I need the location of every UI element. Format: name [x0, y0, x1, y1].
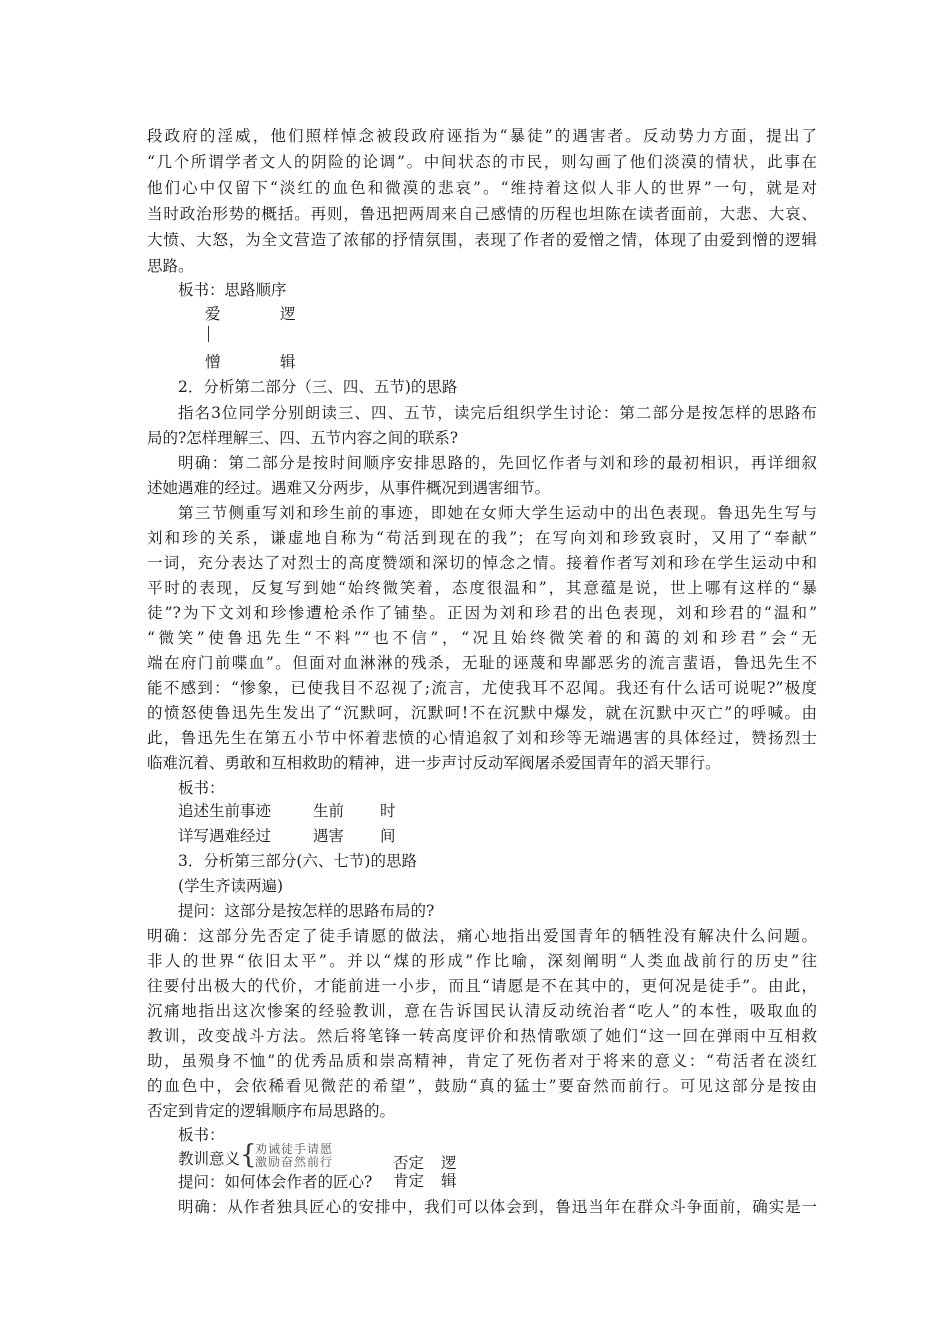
text-line: 非人的世界“依旧太平”。并以“煤的形成”作比喻，深刻阐明“人类血战前行的历史”往 — [147, 952, 817, 970]
text-line: 能不感到：“惨象，已使我目不忍视了;流言，尤使我耳不忍闻。我还有什么话可说呢?”极度 — [147, 679, 817, 697]
board-heading: 板书：思路顺序 — [178, 281, 287, 299]
board-word-ji: 辑 — [441, 1172, 457, 1190]
board-cell: 追述生前事迹 — [178, 802, 272, 820]
text-line: 当时政治形势的概括。再则，鲁迅把两周来自己感情的历程也坦陈在读者面前，大悲、大哀、 — [147, 205, 817, 223]
text-line: 大愤、大怒，为全文营造了浓郁的抒情氛围，表现了作者的爱憎之情，体现了由爱到憎的逻辑 — [147, 231, 817, 249]
board-cell: 详写遇难经过 — [178, 827, 272, 845]
section-heading: 2．分析第二部分（三、四、五节)的思路 — [178, 378, 458, 396]
board-heading: 板书： — [178, 1126, 225, 1144]
board-heading: 板书： — [178, 779, 225, 797]
arrow-line — [208, 326, 209, 342]
text-line: 明确：第二部分是按时间顺序安排思路的，先回忆作者与刘和珍的最初相识，再详细叙 — [178, 454, 817, 472]
text-line: 刘和珍的关系，谦虚地自称为“苟活到现在的我”；在写向刘和珍致哀时，又用了“奉献” — [147, 529, 817, 547]
text-line: 他们心中仅留下“淡红的血色和微漠的悲哀”。“维持着这似人非人的世界”一句，就是对 — [147, 179, 817, 197]
text-line: 的愤怒使鲁迅先生发出了“沉默呵，沉默呵!不在沉默中爆发，就在沉默中灭亡”的呼喊。由 — [147, 704, 817, 722]
board-word-neg: 否定 — [393, 1154, 425, 1172]
text-line: 往要付出极大的代价，才能前进一小步，而且“请愿是不在其中的，更何况是徒手”。由此， — [147, 977, 817, 995]
text-line: 平时的表现，反复写到她“始终微笑着，态度很温和”，其意蕴是说，世上哪有这样的“暴 — [147, 579, 817, 597]
text-line: (学生齐读两遍) — [178, 877, 284, 895]
text-line: 段政府的淫威，他们照样悼念被段政府诬指为“暴徒”的遇害者。反动势力方面，提出了 — [147, 127, 817, 145]
text-line: 教训，改变战斗方法。然后将笔锋一转高度评价和热情歌颂了她们“这一回在弹雨中互相救 — [147, 1027, 817, 1045]
text-line: 提问：这部分是按怎样的思路布局的? — [178, 902, 435, 920]
board-cell: 时 — [380, 802, 396, 820]
text-line: 指名3位同学分别朗读三、四、五节，读完后组织学生讨论：第二部分是按怎样的思路布 — [178, 404, 817, 422]
board-small-text: 激励奋然前行 — [255, 1156, 334, 1168]
text-line: 端在府门前喋血”。但面对血淋淋的残杀，无耻的诬蔑和卑鄙恶劣的流言蜚语，鲁迅先生不 — [147, 654, 817, 672]
text-line: 局的?怎样理解三、四、五节内容之间的联系? — [147, 429, 459, 447]
board-word-ji: 辑 — [280, 353, 296, 371]
section-heading: 3．分析第三部分(六、七节)的思路 — [178, 852, 417, 870]
text-line: 助，虽殒身不恤”的优秀品质和崇高精神，肯定了死伤者对于将来的意义：“苟活者在淡红 — [147, 1052, 817, 1070]
board-word-luo: 逻 — [280, 305, 296, 323]
brace-symbol: { — [240, 1140, 257, 1170]
text-line: “微笑”使鲁迅先生“不料”“也不信”，“况且始终微笑着的和蔼的刘和珍君”会“无 — [147, 629, 817, 647]
text-line: 的血色中，会依稀看见微茫的希望”，鼓励“真的猛士”要奋然而前行。可见这部分是按由 — [147, 1077, 817, 1095]
text-line: 徒”?为下文刘和珍惨遭枪杀作了铺垫。正因为刘和珍君的出色表现，刘和珍君的“温和” — [147, 604, 817, 622]
text-line: 此，鲁迅先生在第五小节中怀着悲愤的心情追叙了刘和珍等无端遇害的具体经过，赞扬烈士 — [147, 729, 817, 747]
board-cell: 间 — [380, 827, 396, 845]
text-line: 思路。 — [147, 257, 194, 275]
text-line: “几个所谓学者文人的阴险的论调”。中间状态的市民，则勾画了他们淡漠的情状，此事在 — [147, 153, 817, 171]
board-word-ai: 爱 — [205, 305, 221, 323]
board-small-text: 劝诫徒手请愿 — [255, 1143, 334, 1155]
board-word-luo: 逻 — [441, 1154, 457, 1172]
text-line: 明确：从作者独具匠心的安排中，我们可以体会到，鲁迅当年在群众斗争面前，确实是一 — [178, 1198, 817, 1216]
text-line: 提问：如何体会作者的匠心? — [178, 1173, 373, 1191]
board-cell: 生前 — [313, 802, 345, 820]
text-line: 否定到肯定的逻辑顺序布局思路的。 — [147, 1102, 396, 1120]
text-line: 一词，充分表达了对烈士的高度赞颂和深切的悼念之情。接着作者写刘和珍在学生运动中和 — [147, 554, 817, 572]
text-line: 述她遇难的经过。遇难又分两步，从事件概况到遇害细节。 — [147, 479, 551, 497]
board-cell: 遇害 — [313, 827, 345, 845]
board-word-zeng: 憎 — [205, 353, 221, 371]
text-line: 临难沉着、勇敢和互相救助的精神，进一步声讨反动军阀屠杀爱国青年的滔天罪行。 — [147, 754, 721, 772]
board-label: 教训意义 — [178, 1150, 241, 1168]
text-line: 第三节侧重写刘和珍生前的事迹，即她在女师大学生运动中的出色表现。鲁迅先生写与 — [178, 504, 817, 522]
text-line: 明确：这部分先否定了徒手请愿的做法，痛心地指出爱国青年的牺牲没有解决什么问题。 — [147, 927, 817, 945]
board-word-pos: 肯定 — [393, 1172, 425, 1190]
text-line: 沉痛地指出这次惨案的经验教训，意在告诉国民认清反动统治者“吃人”的本性，吸取血的 — [147, 1002, 817, 1020]
